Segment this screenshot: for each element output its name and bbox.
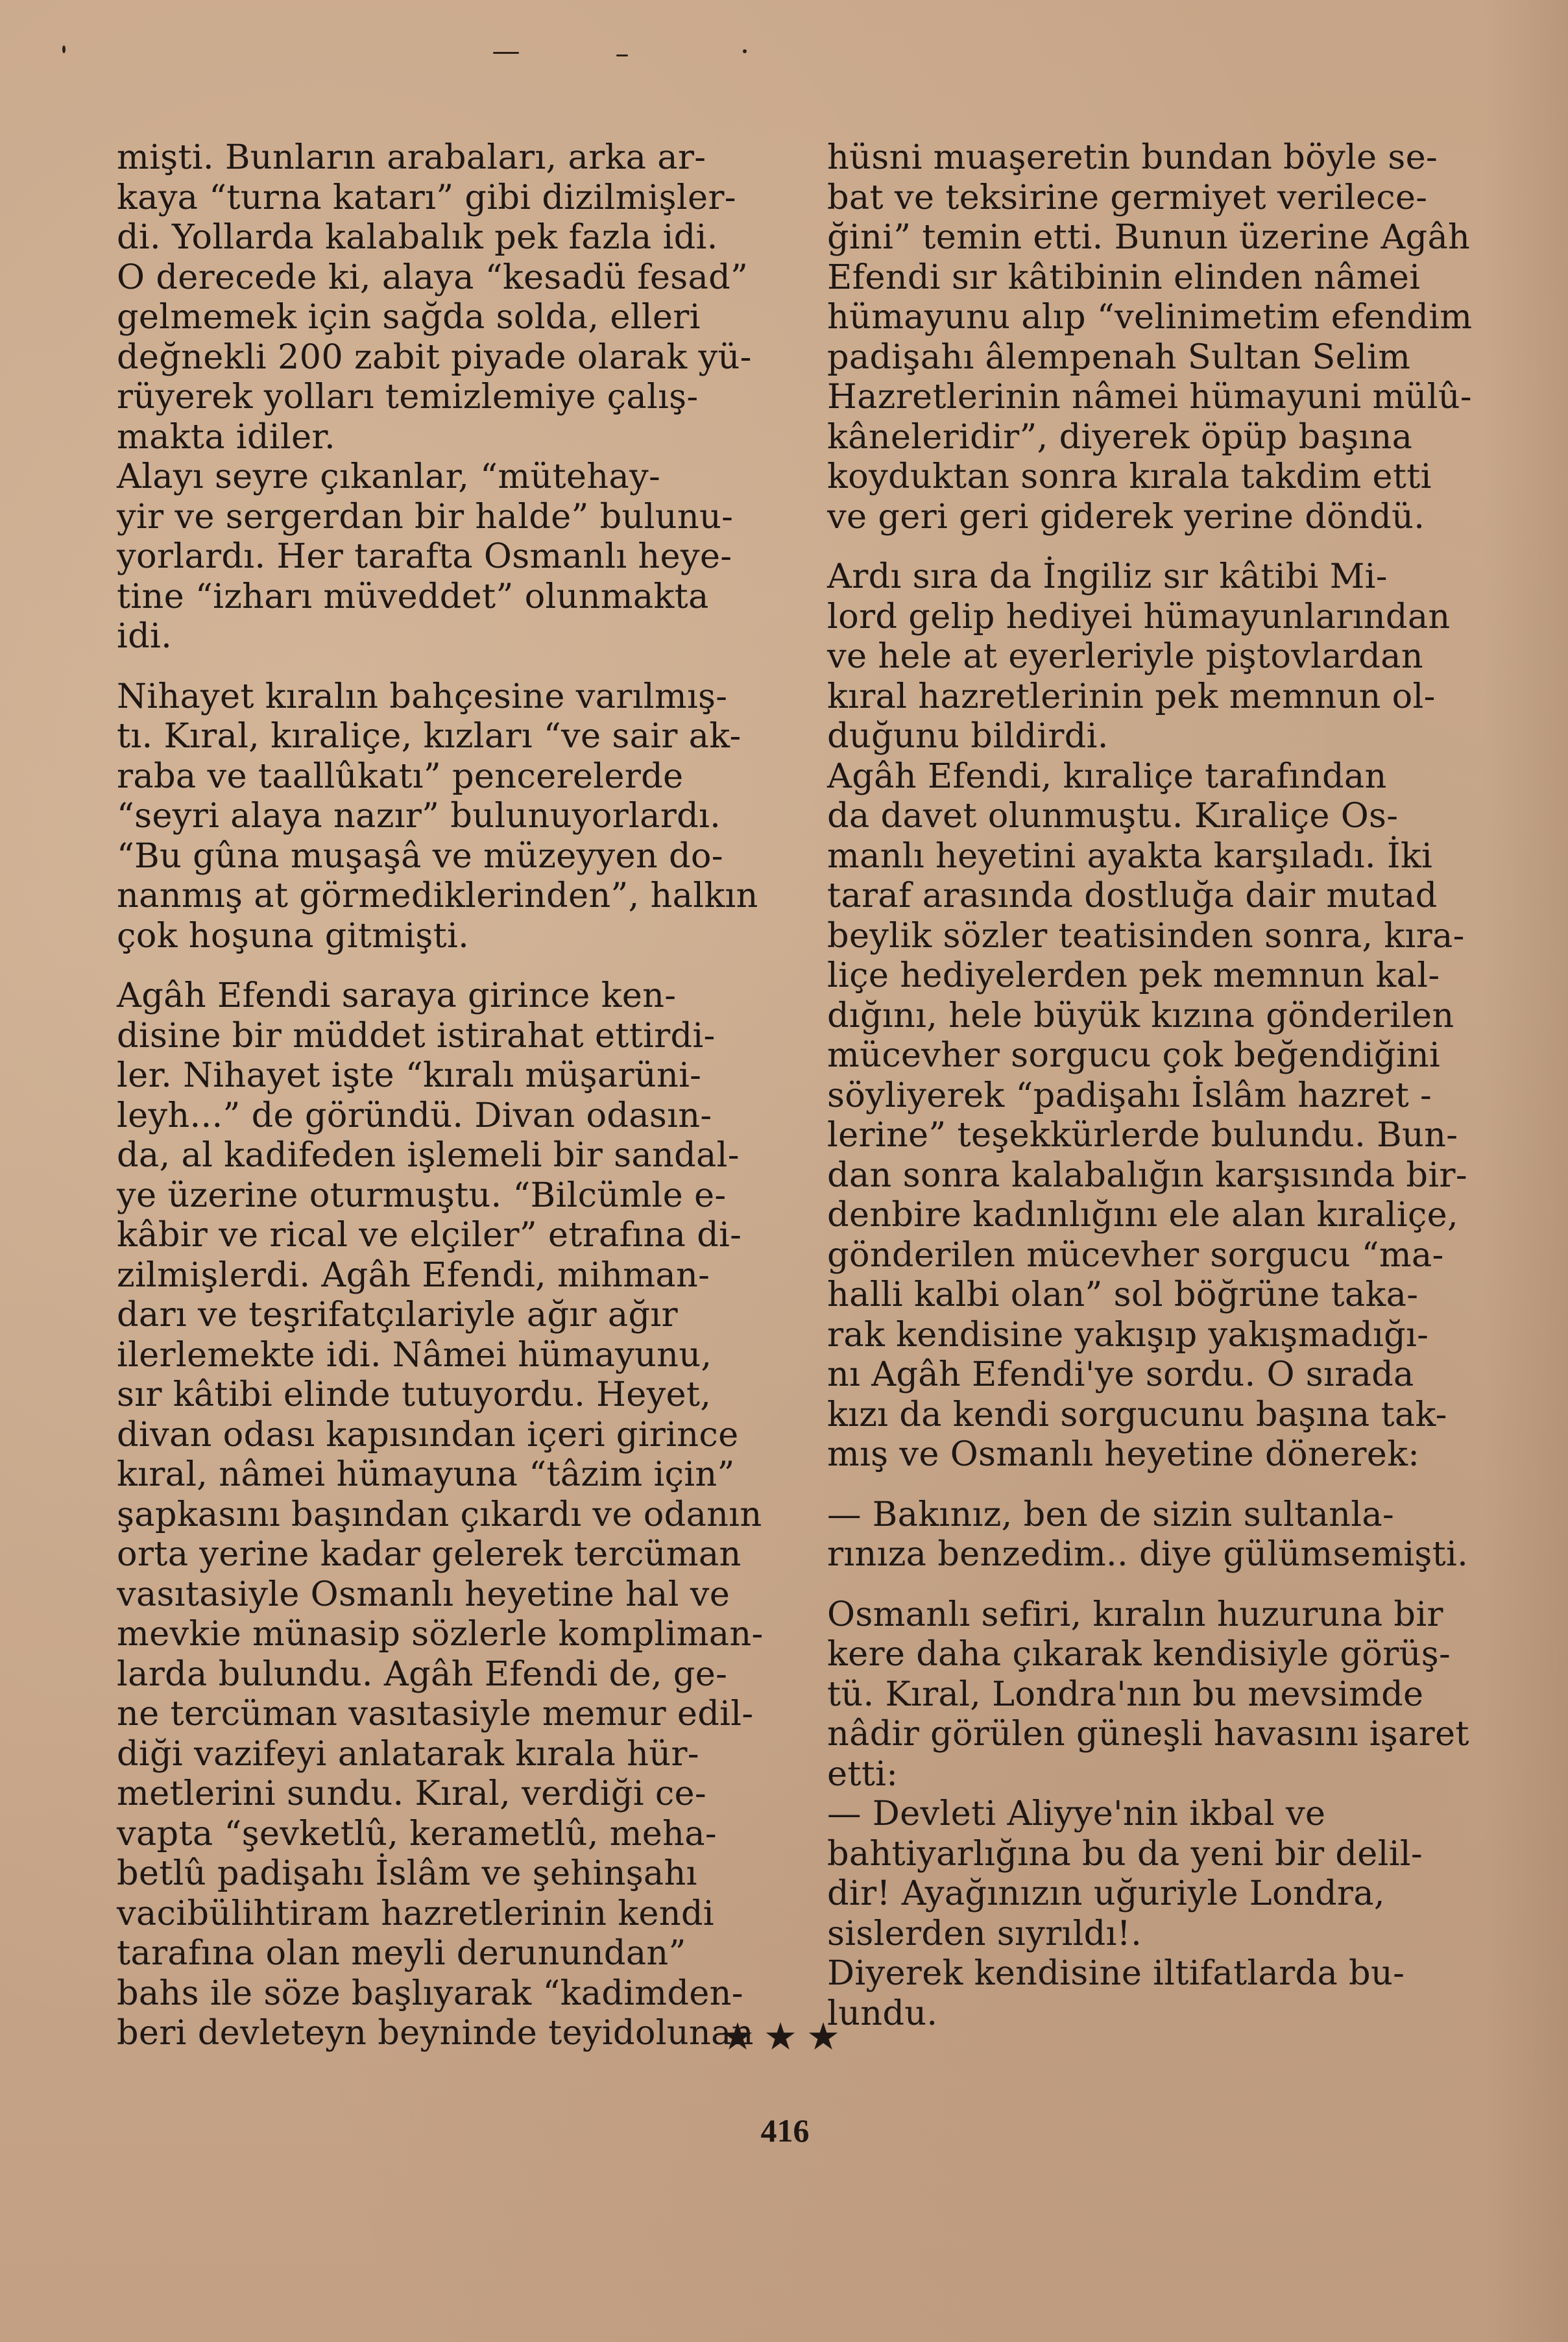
text-line: dığını, hele büyük kızına gönderilen: [827, 995, 1454, 1035]
text-line: ye üzerine oturmuştu. “Bilcümle e-: [117, 1175, 727, 1215]
text-line: vapta “şevketlû, kerametlû, meha-: [117, 1813, 717, 1853]
print-speck: [62, 45, 66, 53]
text-line: nanmış at görmediklerinden”, halkın: [117, 876, 758, 915]
text-line: Agâh Efendi saraya girince ken-: [117, 976, 677, 1015]
text-line: çok hoşuna gitmişti.: [117, 915, 470, 956]
text-line: padişahı âlempenah Sultan Selim: [827, 337, 1411, 377]
text-line: vasıtasiyle Osmanlı heyetine hal ve: [117, 1574, 730, 1614]
text-line: — Devleti Aliyye'nin ikbal ve: [827, 1794, 1326, 1833]
text-line: Hazretlerinin nâmei hümayuni mülû-: [827, 377, 1472, 416]
text-line: gönderilen mücevher sorgucu “ma-: [827, 1235, 1444, 1275]
page-edge-shading: [1484, 0, 1568, 2342]
text-line: hümayunu alıp “velinimetim efendim: [827, 297, 1473, 337]
text-line: duğunu bildirdi.: [827, 716, 1109, 756]
text-line: kıral hazretlerinin pek memnun ol-: [827, 676, 1436, 716]
text-line: yorlardı. Her tarafta Osmanlı heye-: [117, 537, 732, 576]
left-text-column: [117, 138, 775, 2053]
paragraph-gap: [117, 657, 775, 677]
text-line: manlı heyetini ayakta karşıladı. İki: [827, 836, 1433, 876]
text-line: Ardı sıra da İngiliz sır kâtibi Mi-: [827, 557, 1388, 596]
text-line: denbire kadınlığını ele alan kıraliçe,: [827, 1195, 1458, 1235]
text-line: tarafına olan meyli derunundan”: [117, 1933, 686, 1973]
text-line: Alayı seyre çıkanlar, “mütehay-: [117, 457, 660, 496]
text-line: beri devleteyn beyninde teyidolunan: [117, 2013, 754, 2053]
text-line: gelmemek için sağda solda, elleri: [117, 297, 701, 337]
text-line: di. Yollarda kalabalık pek fazla idi.: [117, 217, 718, 257]
text-line: mış ve Osmanlı heyetine dönerek:: [827, 1434, 1420, 1474]
paragraph-gap: [827, 1575, 1489, 1595]
text-line: ğini” temin etti. Bunun üzerine Agâh: [827, 217, 1471, 257]
text-line: dan sonra kalabalığın karşısında bir-: [827, 1155, 1467, 1195]
text-line: diği vazifeyi anlatarak kırala hür-: [117, 1733, 699, 1774]
text-line: etti:: [827, 1754, 899, 1794]
text-line: sır kâtibi elinde tutuyordu. Heyet,: [117, 1375, 712, 1414]
text-line: tine “izharı müveddet” olunmakta: [117, 576, 709, 616]
text-line: leyh...” de göründü. Divan odasın-: [117, 1095, 712, 1135]
text-line: Efendi sır kâtibinin elinden nâmei: [827, 257, 1421, 297]
text-line: hüsni muaşeretin bundan böyle se-: [827, 138, 1438, 177]
text-line: “Bu gûna muşaşâ ve müzeyyen do-: [117, 836, 723, 876]
text-line: ve hele at eyerleriyle piştovlardan: [827, 636, 1423, 676]
text-line: tı. Kıral, kıraliçe, kızları “ve sair ak-: [117, 716, 742, 756]
text-line: rınıza benzedim.. diye gülümsemişti.: [827, 1534, 1469, 1574]
text-line: idi.: [117, 616, 173, 656]
text-line: kıral, nâmei hümayuna “tâzim için”: [117, 1455, 735, 1494]
text-line: ler. Nihayet işte “kıralı müşarüni-: [117, 1056, 702, 1095]
text-line: metlerini sundu. Kıral, verdiği ce-: [117, 1774, 706, 1813]
text-line: — Bakınız, ben de sizin sultanla-: [827, 1494, 1395, 1534]
text-line: da, al kadifeden işlemeli bir sandal-: [117, 1135, 740, 1175]
text-line: bahtiyarlığına bu da yeni bir delil-: [827, 1833, 1423, 1874]
print-speck: [493, 52, 519, 54]
text-line: dir! Ayağınızın uğuriyle Londra,: [827, 1874, 1385, 1913]
text-line: halli kalbi olan” sol böğrüne taka-: [827, 1275, 1419, 1314]
text-line: lord gelip hediyei hümayunlarından: [827, 596, 1451, 636]
text-line: divan odası kapısından içeri girince: [117, 1414, 739, 1455]
text-line: kâbir ve rical ve elçiler” etrafına di-: [117, 1215, 742, 1255]
print-speck: [616, 54, 628, 56]
text-line: koyduktan sonra kırala takdim etti: [827, 457, 1432, 496]
text-line: makta idiler.: [117, 416, 335, 457]
paragraph-gap: [827, 537, 1489, 557]
text-line: da davet olunmuştu. Kıraliçe Os-: [827, 796, 1399, 836]
text-line: betlû padişahı İslâm ve şehinşahı: [117, 1853, 697, 1893]
text-line: orta yerine kadar gelerek tercüman: [117, 1534, 742, 1574]
text-line: nı Agâh Efendi'ye sordu. O sırada: [827, 1355, 1414, 1394]
text-line: raba ve taallûkatı” pencerelerde: [117, 756, 684, 796]
text-line: kere daha çıkarak kendisiyle görüş-: [827, 1634, 1451, 1674]
text-line: söyliyerek “padişahı İslâm hazret -: [827, 1075, 1432, 1115]
right-text-column: [827, 138, 1489, 2033]
text-line: ve geri geri giderek yerine döndü.: [827, 496, 1425, 537]
text-line: taraf arasında dostluğa dair mutad: [827, 876, 1438, 915]
text-line: beylik sözler teatisinden sonra, kıra-: [827, 915, 1465, 956]
section-separator: ★★★: [721, 2014, 849, 2058]
text-line: lundu.: [827, 1993, 938, 2033]
text-line: “seyri alaya nazır” bulunuyorlardı.: [117, 796, 721, 836]
text-line: Agâh Efendi, kıraliçe tarafından: [827, 756, 1387, 796]
text-line: mevkie münasip sözlerle kompliman-: [117, 1614, 764, 1654]
text-line: darı ve teşrifatçılariyle ağır ağır: [117, 1295, 678, 1334]
text-line: liçe hediyelerden pek memnun kal-: [827, 956, 1440, 995]
text-line: zilmişlerdi. Agâh Efendi, mihman-: [117, 1255, 710, 1295]
text-line: mişti. Bunların arabaları, arka ar-: [117, 138, 706, 177]
text-line: rak kendisine yakışıp yakışmadığı-: [827, 1314, 1429, 1355]
text-line: ne tercüman vasıtasiyle memur edil-: [117, 1694, 754, 1733]
text-line: tü. Kıral, Londra'nın bu mevsimde: [827, 1674, 1424, 1714]
text-line: sislerden sıyrıldı!.: [827, 1913, 1142, 1953]
paragraph-gap: [827, 1475, 1489, 1495]
text-line: mücevher sorgucu çok beğendiğini: [827, 1035, 1441, 1075]
text-line: nâdir görülen güneşli havasını işaret: [827, 1714, 1469, 1754]
text-line: Diyerek kendisine iltifatlarda bu-: [827, 1953, 1405, 1993]
text-line: disine bir müddet istirahat ettirdi-: [117, 1015, 716, 1056]
text-line: kızı da kendi sorgucunu başına tak-: [827, 1394, 1447, 1434]
page-number: 416: [760, 2112, 810, 2149]
text-line: larda bulundu. Agâh Efendi de, ge-: [117, 1654, 728, 1694]
text-line: bahs ile söze başlıyarak “kadimden-: [117, 1973, 743, 2013]
text-line: Nihayet kıralın bahçesine varılmış-: [117, 676, 728, 716]
text-line: bat ve teksirine germiyet verilece-: [827, 177, 1428, 217]
text-line: lerine” teşekkürlerde bulundu. Bun-: [827, 1115, 1458, 1155]
text-line: kâneleridir”, diyerek öpüp başına: [827, 416, 1413, 457]
text-line: değnekli 200 zabit piyade olarak yü-: [117, 337, 752, 377]
text-line: şapkasını başından çıkardı ve odanın: [117, 1494, 762, 1534]
paragraph-gap: [117, 956, 775, 976]
text-line: yir ve sergerdan bir halde” bulunu-: [117, 496, 734, 537]
print-speck: [743, 49, 747, 53]
text-line: vacibülihtiram hazretlerinin kendi: [117, 1893, 714, 1933]
text-line: Osmanlı sefiri, kıralın huzuruna bir: [827, 1594, 1443, 1634]
text-line: rüyerek yolları temizlemiye çalış-: [117, 377, 699, 416]
text-line: ilerlemekte idi. Nâmei hümayunu,: [117, 1334, 712, 1375]
text-line: O derecede ki, alaya “kesadü fesad”: [117, 257, 749, 297]
text-line: kaya “turna katarı” gibi dizilmişler-: [117, 177, 736, 217]
